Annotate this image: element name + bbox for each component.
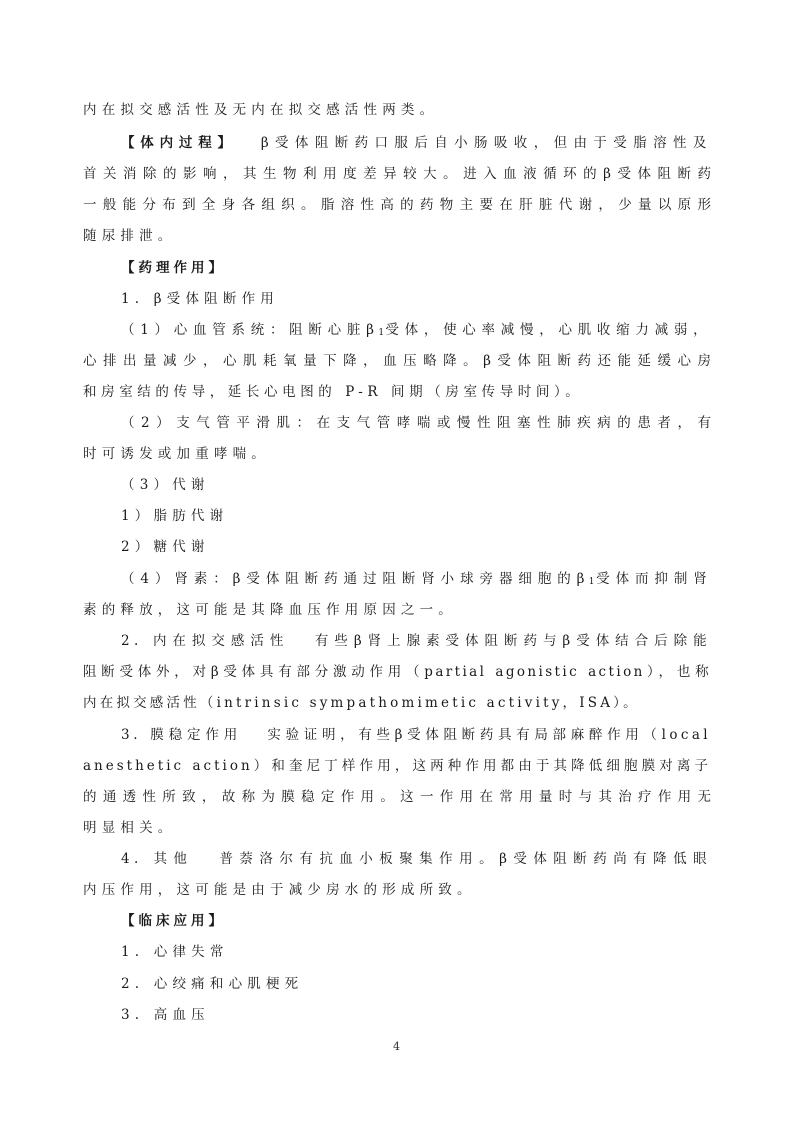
paragraph-line: 内压作用，这可能是由于减少房水的形成所致。 [83, 882, 476, 898]
paragraph-line: 素的释放，这可能是其降血压作用原因之一。 [83, 602, 457, 618]
paragraph-line: （2）支气管平滑肌：在支气管哮喘或慢性阻塞性肺疾病的患者，有 [121, 415, 711, 431]
section-heading-clinical-use: 【临床应用】 [121, 913, 226, 929]
paragraph-line: 的通透性所致，故称为膜稳定作用。这一作用在常用量时与其治疗作用无 [83, 789, 711, 805]
list-item: 1. 心律失常 [121, 944, 229, 960]
paragraph-line [121, 569, 711, 592]
paragraph-line [121, 725, 711, 745]
text: 普萘洛尔有抗血小板聚集作用。β受体阻断药尚有降低眼 [217, 851, 711, 867]
page-number: 4 [393, 1040, 400, 1053]
subheading: 4. 其他 [121, 851, 194, 867]
paragraph-line [121, 631, 711, 651]
subheading: 1. β受体阻断作用 [121, 291, 279, 307]
paragraph-line: 一般能分布到全身各组织。脂溶性高的药物主要在肝脏代谢，少量以原形 [83, 197, 711, 213]
section-heading: 【体内过程】 [121, 135, 237, 151]
list-item: 2. 心绞痛和心肌梗死 [121, 976, 304, 992]
paragraph-line [121, 320, 711, 343]
list-item: 1）脂肪代谢 [121, 508, 229, 524]
paragraph-line: 心排出量减少，心肌耗氧量下降，血压略降。β受体阻断药还能延缓心房 [83, 353, 711, 369]
paragraph-line: 首关消除的影响，其生物利用度差异较大。进入血液循环的β受体阻断药 [83, 166, 711, 182]
subheading: （3）代谢 [121, 477, 210, 493]
text: 受体，使心率减慢，心肌收缩力减弱， [384, 322, 711, 338]
text: （1）心血管系统：阻断心脏β [121, 322, 379, 338]
subscript: 1 [588, 577, 595, 587]
paragraph-line: anesthetic action）和奎尼丁样作用，这两种作用都由于其降低细胞膜对离子 [83, 758, 711, 774]
paragraph-line: 内在拟交感活性及无内在拟交感活性两类。 [83, 102, 439, 118]
paragraph-text: β受体阻断药口服后自小肠吸收，但由于受脂溶性及 [260, 135, 712, 151]
text: 有些β肾上腺素受体阻断药与β受体结合后除能 [313, 633, 711, 649]
list-item: 2）糖代谢 [121, 539, 210, 555]
paragraph-line: 内在拟交感活性（intrinsic sympathomimetic activity，ISA）。 [83, 695, 640, 711]
text: 实验证明，有些β受体阻断药具有局部麻醉作用（local [266, 727, 711, 743]
paragraph-line [121, 849, 711, 869]
text: （4）肾素：β受体阻断药通过阻断肾小球旁器细胞的β [121, 571, 589, 587]
paragraph-line: 和房室结的传导，延长心电图的 P-R 间期（房室传导时间）。 [83, 384, 584, 400]
subheading: 2. 内在拟交感活性 [121, 633, 290, 649]
section-heading-pharmacology: 【药理作用】 [121, 260, 226, 276]
subscript: 1 [378, 328, 385, 338]
list-item: 3. 高血压 [121, 1007, 210, 1023]
text: 受体而抑制肾 [594, 571, 711, 587]
paragraph-line: 明显相关。 [83, 820, 177, 836]
subheading: 3. 膜稳定作用 [121, 727, 243, 743]
paragraph-line: 随尿排泄。 [83, 228, 177, 244]
paragraph-line: 阻断受体外，对β受体具有部分激动作用（partial agonistic action），也称 [83, 664, 711, 680]
paragraph-line: 时可诱发或加重哮喘。 [83, 446, 270, 462]
section-in-vivo-process [121, 133, 711, 153]
